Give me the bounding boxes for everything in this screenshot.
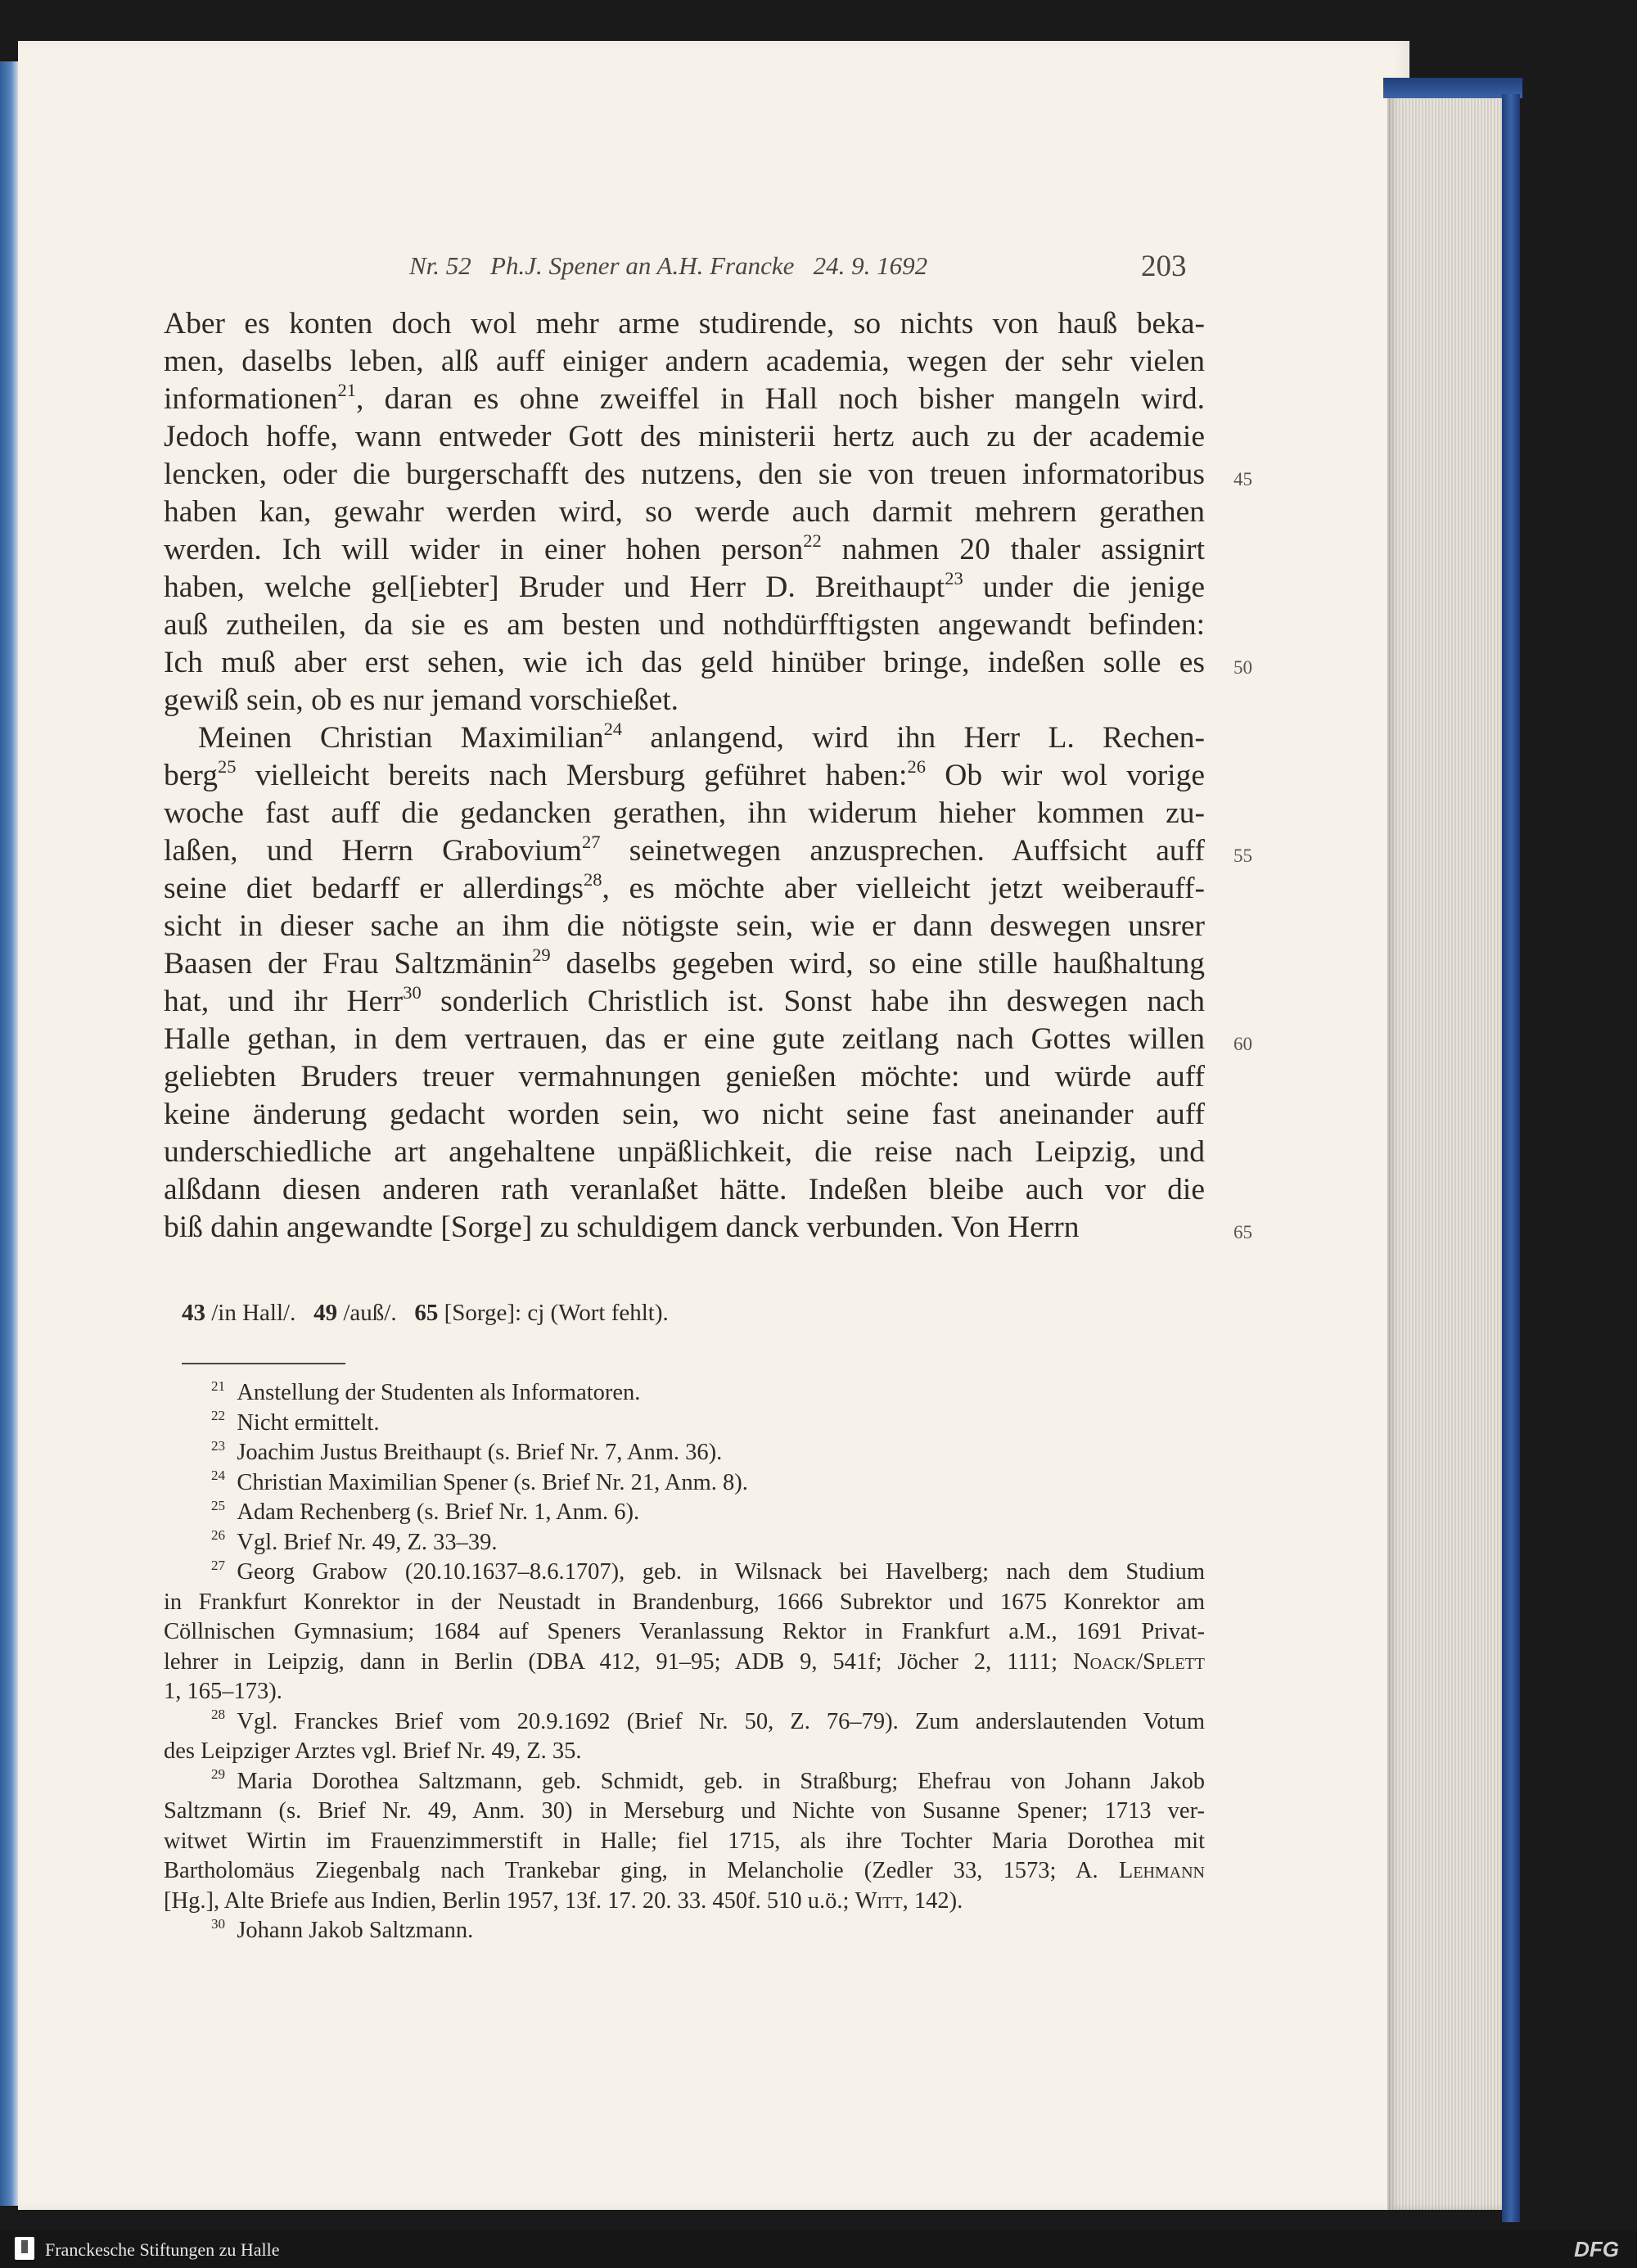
footnote-line: lehrer in Leipzig, dann in Berlin (DBA 412, 91–95; ADB 9, 541f; Jöcher 2, 1111; Noack/Splett [164,1648,1205,1675]
footnote-number: 23 [211,1437,226,1454]
text-line: laßen, und Herrn Grabovium$^{27}$ seinetwegen anzusprechen. Auffsicht auff [164,832,1205,868]
text-line: auß zutheilen, da sie es am besten und nothdürfftigsten angewandt befinden: [164,608,1205,642]
footnote-marker: 26 [907,756,926,778]
apparatus-entry: [Sorge]: cj (Wort fehlt). [438,1300,669,1326]
text-line: werden. Ich will wider in einer hohen person$^{22}$ nahmen 20 thaler assignirt [164,530,1205,566]
footnote-line: $^{22}$ Nicht ermittelt. [211,1408,380,1436]
footnote-number: 24 [211,1468,226,1484]
text-line: seine diet bedarff er allerdings$^{28}$, es möchte aber vielleicht jetzt weiberauff- [164,869,1205,905]
page-number: 203 [1141,250,1187,283]
page-fore-edge [1387,90,1510,2210]
institution-name: Franckesche Stiftungen zu Halle [45,2239,280,2260]
text-line: Jedoch hoffe, wann entweder Gott des ministerii hertz auch zu der academie [164,420,1205,453]
footnote [164,1707,1205,1767]
running-head: Nr. 52 Ph.J. Spener an A.H. Francke 24. 9. 1692 [409,251,928,280]
footnote-line: $^{28}$ Vgl. Franckes Brief vom 20.9.1692 (Brief Nr. 50, Z. 76–79). Zum anderslautenden Votum [211,1707,1205,1734]
footnote-number: 22 [211,1408,226,1424]
footnote [164,1498,1205,1528]
text-line: haben kan, gewahr werden wird, so werde auch darmit mehrern gerathen [164,495,1205,529]
text-line: berg$^{25}$ vielleicht bereits nach Mersburg geführet haben:$^{26}$ Ob wir wol vorige [164,756,1205,792]
footnote [164,1916,1205,1946]
footnote-number: 25 [211,1497,226,1513]
footnote [164,1767,1205,1917]
footnote-marker: 25 [217,756,237,778]
critical-apparatus [182,1300,669,1327]
footnote-line: $^{27}$ Georg Grabow (20.10.1637–8.6.1707), geb. in Wilsnack bei Havelberg; nach dem Studium [211,1557,1205,1585]
footnote-line: witwet Wirtin im Frauenzimmerstift in Halle; fiel 1715, als ihre Tochter Maria Dorothea mit [164,1828,1205,1854]
footnote-number: 28 [211,1707,226,1723]
footnote-line: $^{23}$ Joachim Justus Breithaupt (s. Brief Nr. 7, Anm. 36). [211,1437,723,1465]
footnote-number: 30 [211,1915,226,1932]
footnote-line: Saltzmann (s. Brief Nr. 49, Anm. 30) in Merseburg und Nichte von Susanne Spener; 1713 ver- [164,1798,1205,1824]
footnote-marker: 21 [337,380,356,401]
apparatus-entry: /auß/. [337,1300,415,1326]
book-cover-edge [1502,94,1520,2222]
footnote-line: Cöllnischen Gymnasium; 1684 auf Speners Veranlassung Rektor in Frankfurt a.M., 1691 Privat- [164,1619,1205,1644]
footnote-line: $^{30}$ Johann Jakob Saltzmann. [211,1915,474,1943]
institution-logo-icon [15,2237,34,2260]
footnote [164,1378,1205,1409]
footnote-marker: 27 [581,832,601,853]
margin-line-number: 65 [1233,1222,1252,1242]
text-line: geliebten Bruders treuer vermahnungen genießen möchte: und würde auff [164,1060,1205,1093]
footnote-number: 27 [211,1557,226,1573]
page-header [18,251,1409,284]
text-line: biß dahin angewandte [Sorge] zu schuldigem danck verbunden. Von Herrn [164,1211,1080,1244]
text-line: underschiedliche art angehaltene unpäßlichkeit, die reise nach Leipzig, und [164,1135,1205,1169]
text-line: men, daselbs leben, alß auff einiger andern academia, wegen der sehr vielen [164,345,1205,378]
text-line: woche fast auff die gedancken gerathen, ihn widerum hieher kommen zu- [164,796,1205,830]
book-page [18,41,1409,2210]
text-line: haben, welche gel[iebter] Bruder und Herr D. Breithaupt$^{23}$ under die jenige [164,568,1205,604]
footnote-marker: 22 [803,530,822,552]
footnote-line: 1, 165–173). [164,1679,282,1704]
footnote-marker: 23 [945,568,963,589]
text-line: keine änderung gedacht worden sein, wo nicht seine fast aneinander auff [164,1098,1205,1131]
apparatus-entry: /in Hall/. [205,1300,314,1326]
footnote-marker: 30 [403,982,422,1003]
footnote-line: des Leipziger Arztes vgl. Brief Nr. 49, Z. 35. [164,1738,582,1764]
footnote [164,1558,1205,1707]
footnote [164,1438,1205,1468]
footnote-line: Bartholomäus Ziegenbalg nach Trankebar ging, in Melancholie (Zedler 33, 1573; A. Lehmann [164,1858,1205,1883]
viewer-footer [0,2230,1637,2268]
dfg-logo: DFG [1574,2237,1619,2261]
footnote-line: $^{24}$ Christian Maximilian Spener (s. Brief Nr. 21, Anm. 8). [211,1468,748,1495]
author-smallcaps: Witt [855,1887,903,1914]
apparatus-line-ref: 49 [313,1300,338,1326]
text-line: gewiß sein, ob es nur jemand vorschießet. [164,683,679,717]
footnote-separator [182,1363,345,1364]
letter-text [164,305,1252,1247]
apparatus-line-ref: 43 [182,1300,205,1326]
footnote-line: $^{21}$ Anstellung der Studenten als Informatoren. [211,1377,641,1405]
footnote-number: 29 [211,1766,226,1783]
footnote-marker: 24 [603,719,623,740]
author-smallcaps: Lehmann [1118,1858,1205,1883]
text-line: Aber es konten doch wol mehr arme studirende, so nichts von hauß beka- [164,307,1205,340]
footnote-line: in Frankfurt Konrektor in der Neustadt in Brandenburg, 1666 Subrektor und 1675 Konrektor am [164,1589,1205,1615]
footnote-marker: 28 [584,869,602,891]
footnote [164,1528,1205,1558]
footnote-line: $^{26}$ Vgl. Brief Nr. 49, Z. 33–39. [211,1527,498,1555]
footnote-line: $^{25}$ Adam Rechenberg (s. Brief Nr. 1, Anm. 6). [211,1497,640,1525]
footnote-number: 21 [211,1377,226,1394]
apparatus-line-ref: 65 [414,1300,439,1326]
text-line: Halle gethan, in dem vertrauen, das er eine gute zeitlang nach Gottes willen [164,1022,1205,1056]
text-line: hat, und ihr Herr$^{30}$ sonderlich Christlich ist. Sonst habe ihn deswegen nach [164,982,1206,1018]
author-smallcaps: Noack/Splett [1072,1648,1205,1675]
footnote-number: 26 [211,1527,226,1544]
text-line: informationen$^{21}$, daran es ohne zweiffel in Hall noch bisher mangeln wird. [164,380,1205,416]
footnote-line: $^{29}$ Maria Dorothea Saltzmann, geb. Schmidt, geb. in Straßburg; Ehefrau von Johann Jakob [211,1766,1205,1794]
footnote-line: [Hg.], Alte Briefe aus Indien, Berlin 1957, 13f. 17. 20. 33. 450f. 510 u.ö.; Witt, 142). [164,1887,963,1914]
text-line: alßdann diesen anderen rath veranlaßet hätte. Indeßen bleibe auch vor die [164,1173,1205,1206]
footnote [164,1468,1205,1499]
margin-line-number: 55 [1233,845,1252,866]
margin-line-number: 60 [1233,1034,1252,1054]
margin-line-number: 50 [1233,657,1252,678]
text-line: Ich muß aber erst sehen, wie ich das geld hinüber bringe, indeßen solle es [164,646,1205,679]
footnote [164,1409,1205,1439]
text-line: lencken, oder die burgerschafft des nutzens, den sie von treuen informatoribus [164,458,1205,491]
previous-page-edge [0,61,18,2206]
footnote-marker: 29 [532,945,551,966]
text-line: Meinen Christian Maximilian$^{24}$ anlangend, wird ihn Herr L. Rechen- [198,719,1205,755]
margin-line-number: 45 [1233,469,1252,489]
text-line: sicht in dieser sache an ihm die nötigste sein, wie er dann deswegen unsrer [164,909,1205,943]
text-line: Baasen der Frau Saltzmänin$^{29}$ daselbs gegeben wird, so eine stille haußhaltung [164,945,1205,981]
footnotes [164,1378,1205,1946]
